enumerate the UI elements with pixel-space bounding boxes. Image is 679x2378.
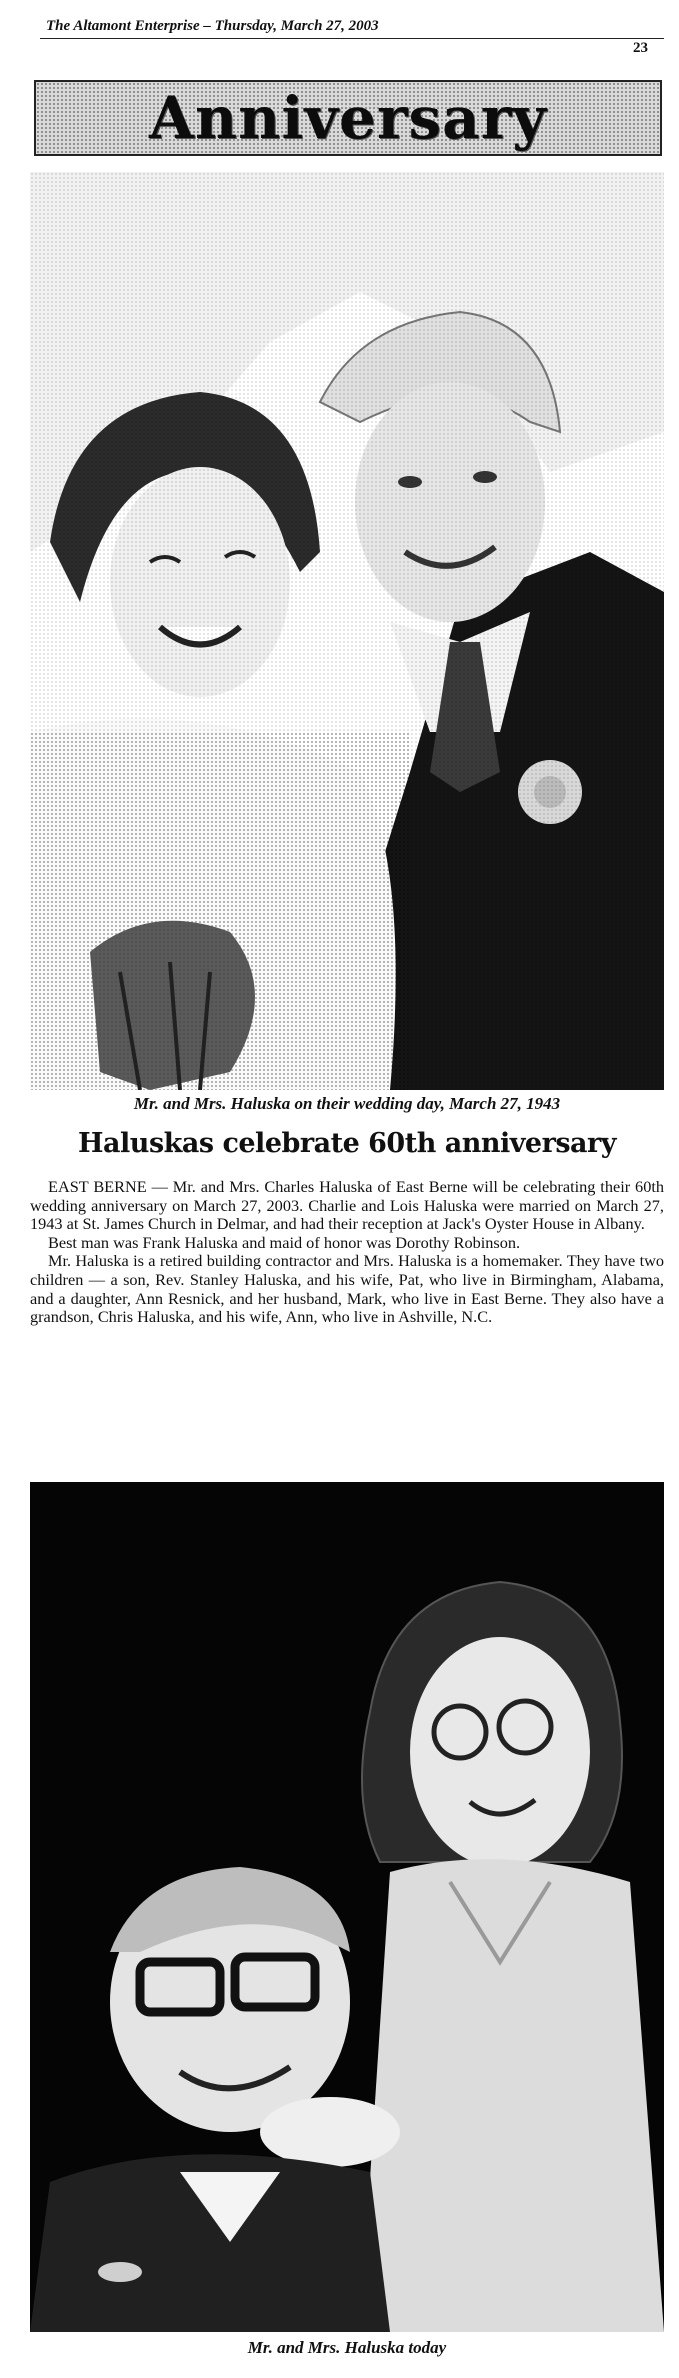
article-paragraph: Best man was Frank Haluska and maid of honor was Dorothy Robinson. [48, 1232, 521, 1252]
article-paragraph: Mr. Haluska is a retired building contractor and Mrs. Haluska is a homemaker. They have two children — a son, Rev. Stanley Haluska, and his wife, Pat, who live in Birmingham, Alabama, and a daughter, Ann Resnick, and her husband, Mark, who live in East Berne. They also have a grandson, Chris Haluska, and his wife, Ann, who live in Ashville, N.C. [30, 1251, 664, 1327]
section-banner-title: Anniversary [148, 84, 548, 152]
wedding-photo-caption: Mr. and Mrs. Haluska on their wedding day, March 27, 1943 [133, 1094, 561, 1113]
article-body [30, 1178, 664, 1327]
today-photo-caption: Mr. and Mrs. Haluska today [247, 2338, 447, 2357]
today-photo-image [30, 1482, 664, 2332]
masthead-rule [40, 38, 664, 39]
section-banner [34, 80, 662, 156]
article-paragraph: EAST BERNE — Mr. and Mrs. Charles Haluska of East Berne will be celebrating their 60th wedding anniversary on March 27, 2003. Charlie and Lois Haluska were married on March 27, 1943 at St. James Church in Delmar, and had their reception at Jack's Oyster House in Albany. [30, 1177, 664, 1234]
page-number: 23 [633, 40, 648, 56]
publication-line: The Altamont Enterprise – Thursday, March 27, 2003 [46, 18, 379, 34]
today-photo [30, 1482, 664, 2332]
article-headline: Haluskas celebrate 60th anniversary [78, 1128, 616, 1159]
wedding-photo-image [30, 172, 664, 1090]
masthead [40, 14, 648, 56]
wedding-photo [30, 172, 664, 1090]
